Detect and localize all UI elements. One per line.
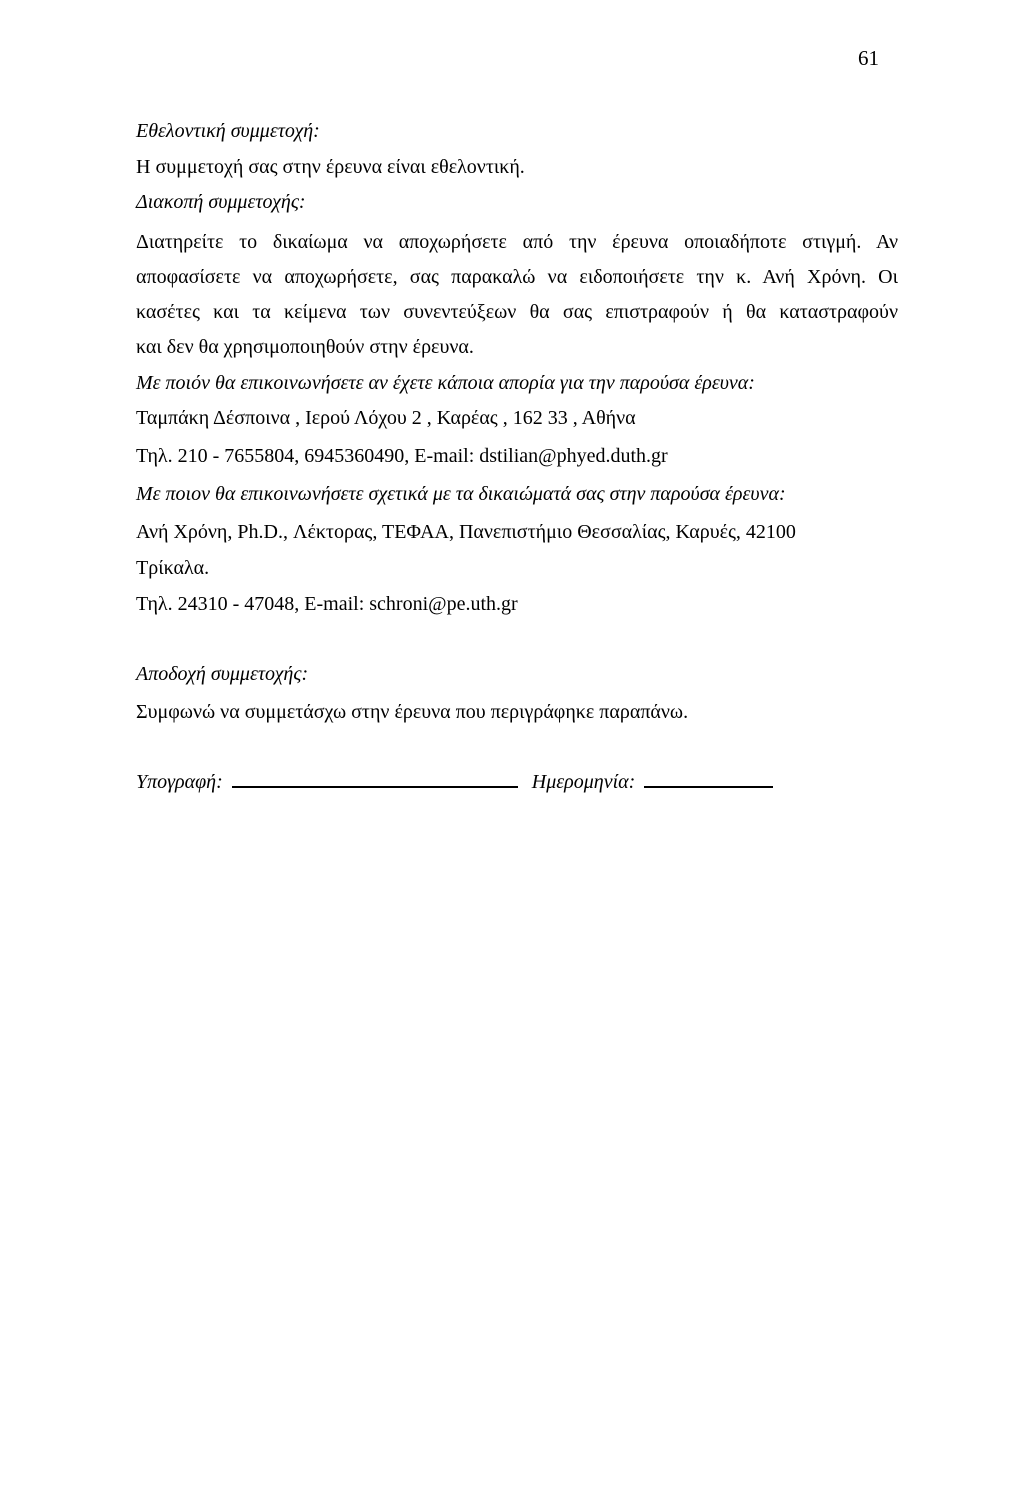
- acceptance-text: Συμφωνώ να συμμετάσχω στην έρευνα που περιγράφηκε παραπάνω.: [136, 701, 689, 723]
- withdrawal-paragraph: [136, 225, 898, 365]
- signature-label: Υπογραφή:: [136, 771, 223, 793]
- page-number: 61: [858, 46, 879, 70]
- contact-rights-address-line1: Ανή Χρόνη, Ph.D., Λέκτορας, ΤΕΦΑΑ, Πανεπιστήμιο Θεσσαλίας, Καρυές, 42100: [136, 521, 796, 543]
- voluntary-text: Η συμμετοχή σας στην έρευνα είναι εθελοντική.: [136, 156, 525, 178]
- withdrawal-line: αποφασίσετε να αποχωρήσετε, σας παρακαλώ να ειδοποιήσετε την κ. Ανή Χρόνη. Οι: [136, 266, 898, 288]
- withdrawal-line: και δεν θα χρησιμοποιηθούν στην έρευνα.: [136, 336, 474, 358]
- withdrawal-line: Διατηρείτε το δικαίωμα να αποχωρήσετε από την έρευνα οποιαδήποτε στιγμή. Αν: [136, 231, 898, 253]
- withdrawal-heading: Διακοπή συμμετοχής:: [136, 191, 306, 213]
- contact-questions-phone: Τηλ. 210 - 7655804, 6945360490, E-mail: dstilian@phyed.duth.gr: [136, 445, 668, 467]
- contact-rights-address-line2: Τρίκαλα.: [136, 557, 210, 579]
- acceptance-heading: Αποδοχή συμμετοχής:: [136, 663, 309, 685]
- signature-row: [136, 766, 898, 796]
- date-label: Ημερομηνία:: [531, 771, 636, 793]
- contact-rights-heading: Με ποιον θα επικοινωνήσετε σχετικά με τα δικαιώματά σας στην παρούσα έρευνα:: [136, 483, 786, 505]
- withdrawal-line: κασέτες και τα κείμενα των συνεντεύξεων θα σας επιστραφούν ή θα καταστραφούν: [136, 301, 898, 323]
- contact-rights-phone: Τηλ. 24310 - 47048, E-mail: schroni@pe.uth.gr: [136, 593, 518, 615]
- contact-questions-heading: Με ποιόν θα επικοινωνήσετε αν έχετε κάποια απορία για την παρούσα έρευνα:: [136, 372, 755, 394]
- date-field[interactable]: [644, 766, 773, 788]
- voluntary-heading: Εθελοντική συμμετοχή:: [136, 120, 320, 142]
- consent-form-body: [136, 117, 898, 796]
- contact-questions-address: Ταμπάκη Δέσποινα , Ιερού Λόχου 2 , Καρέας , 162 33 , Αθήνα: [136, 407, 636, 429]
- signature-field[interactable]: [232, 766, 518, 788]
